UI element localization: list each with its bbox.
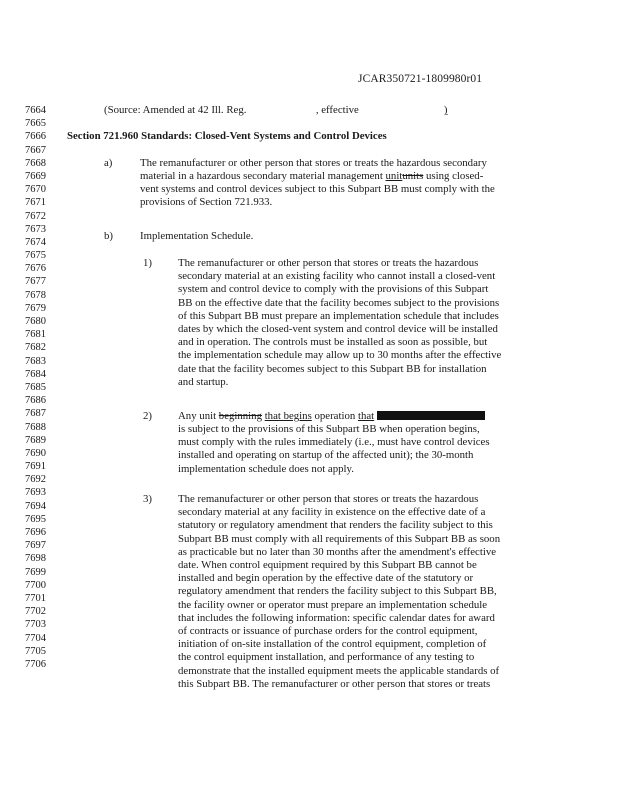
- line-number: 7702: [25, 606, 46, 618]
- line-number: 7676: [25, 263, 46, 275]
- line-number: 7667: [25, 144, 46, 156]
- para-b3-line: The remanufacturer or other person that stores or treats the hazardous: [178, 493, 479, 505]
- line-number: 7682: [25, 342, 46, 354]
- line-number: 7670: [25, 184, 46, 196]
- line-number: 7672: [25, 210, 46, 222]
- line-number: 7689: [25, 434, 46, 446]
- para-b1-line: and in operation. The controls must be installed as soon as possible, but: [178, 336, 488, 349]
- line-number: 7706: [25, 658, 46, 670]
- para-b1-label: 1): [143, 257, 152, 269]
- para-b2-label: 2): [143, 410, 152, 422]
- para-b1-line: BB on the effective date that the facility becomes subject to the provisions: [178, 296, 500, 309]
- para-b3-line: this Subpart BB. The remanufacturer or other person that stores or treats: [178, 677, 491, 690]
- inserted-text: unit: [385, 170, 403, 182]
- line-number: 7666: [25, 131, 46, 143]
- para-b3-line: the control equipment installation, and performance of any testing to: [178, 651, 475, 664]
- line-number: 7691: [25, 461, 46, 473]
- para-a-line: provisions of Section 721.933.: [140, 196, 273, 208]
- para-b3-line: installed and begin operation by the effective date of the statutory or: [178, 572, 474, 585]
- line-number: 7671: [25, 197, 46, 209]
- para-b3-line: that includes the following information: specific calendar dates for award: [178, 611, 495, 624]
- para-a-line: The remanufacturer or other person that stores or treats the hazardous secondary: [140, 157, 487, 169]
- line-number: 7675: [25, 250, 46, 262]
- line-number: 7685: [25, 381, 46, 393]
- redaction-mark: [377, 411, 485, 420]
- line-number: 7677: [25, 276, 46, 288]
- line-number: 7700: [25, 579, 46, 591]
- para-b3-line: as practicable but no later than 30 months after the amendment's effective: [178, 545, 497, 558]
- para-b2-line: implementation schedule does not apply.: [178, 462, 354, 475]
- line-number: 7693: [25, 487, 46, 499]
- para-b3-line: statutory or regulatory amendment that renders the facility subject to this: [178, 519, 493, 532]
- line-number: 7664: [25, 105, 46, 116]
- line-number: 7687: [25, 408, 46, 420]
- para-b3-line: regulatory amendment that renders the facility subject to this Subpart BB,: [178, 585, 497, 598]
- para-b2-text: operation: [314, 410, 356, 422]
- line-number: 7696: [25, 527, 46, 538]
- para-a-line: [140, 170, 483, 183]
- line-number: 7695: [25, 513, 46, 525]
- line-number: 7673: [25, 223, 46, 235]
- para-a-line: vent systems and control devices subject to this Subpart BB must comply with the: [140, 183, 495, 195]
- line-number: 7690: [25, 447, 46, 459]
- line-number: 7697: [25, 540, 46, 552]
- para-b-title: Implementation Schedule.: [140, 230, 254, 242]
- para-b3-line: Subpart BB must comply with all requirements of this Subpart BB as soon: [178, 532, 501, 545]
- para-b3-line: the facility owner or operator must prepare an implementation schedule: [178, 598, 488, 611]
- line-number: 7684: [25, 368, 46, 380]
- para-b2-text: Any unit: [178, 410, 217, 422]
- section-heading: Section 721.960 Standards: Closed-Vent Systems and Control Devices: [67, 130, 387, 142]
- para-a-text: using closed-: [426, 170, 484, 182]
- source-prefix: (Source: Amended at 42 Ill. Reg.: [104, 104, 247, 116]
- para-a-text: material in a hazardous secondary material management: [140, 170, 383, 182]
- line-number: 7704: [25, 632, 46, 644]
- para-b3-label: 3): [143, 493, 152, 505]
- source-note: [104, 104, 448, 117]
- para-b1-line: and startup.: [178, 375, 229, 388]
- line-number: 7694: [25, 500, 46, 512]
- line-number: 7692: [25, 474, 46, 486]
- line-number: 7674: [25, 236, 46, 248]
- para-b1-line: dates by which the closed-vent system and control device will be installed: [178, 323, 498, 335]
- line-number: 7668: [25, 157, 46, 169]
- source-close: ): [443, 104, 448, 116]
- para-b1-line: the implementation schedule may allow up to 30 months after the effective: [178, 349, 502, 362]
- para-b3-line: demonstrate that the installed equipment meets the applicable standards of: [178, 664, 500, 677]
- para-b1-line: system and control device to comply with the provisions of this Subpart: [178, 283, 489, 296]
- deleted-text: units: [402, 170, 424, 182]
- line-number: 7699: [25, 566, 46, 578]
- para-b2-line: [178, 410, 485, 423]
- inserted-text: that begins: [264, 410, 312, 422]
- source-effective: , effective: [315, 104, 359, 116]
- line-number: 7679: [25, 302, 46, 314]
- para-b2-line: must comply with the rules immediately (i.e., must have control devices: [178, 436, 490, 449]
- para-b1-line: of this Subpart BB must prepare an implementation schedule that includes: [178, 309, 499, 322]
- deleted-text: beginning: [218, 410, 262, 422]
- line-number: 7701: [25, 592, 46, 604]
- para-b3-line: initiation of on-site installation of the control equipment, completion of: [178, 638, 487, 651]
- inserted-text: that: [357, 410, 375, 422]
- para-b3-line: date. When control equipment required by this Subpart BB cannot be: [178, 559, 477, 571]
- line-number: 7686: [25, 395, 46, 407]
- para-b1-line: date that the facility becomes subject to this Subpart BB for installation: [178, 362, 487, 375]
- line-number: 7705: [25, 645, 46, 657]
- line-number: 7681: [25, 329, 46, 341]
- para-a-label: a): [104, 157, 113, 169]
- line-number-column: [25, 104, 57, 671]
- para-b2-line: is subject to the provisions of this Subpart BB when operation begins,: [178, 423, 480, 435]
- document-id: JCAR350721-1809980r01: [358, 73, 483, 85]
- line-number: 7680: [25, 316, 46, 327]
- line-number: 7688: [25, 421, 46, 433]
- line-number: 7665: [25, 118, 46, 130]
- para-b3-line: of contracts or issuance of purchase orders for the control equipment,: [178, 625, 478, 637]
- line-number: 7678: [25, 289, 46, 301]
- para-b-label: b): [104, 230, 113, 242]
- line-number: 7683: [25, 355, 46, 367]
- line-number: 7669: [25, 170, 46, 182]
- para-b3-line: secondary material at any facility in existence on the effective date of a: [178, 506, 486, 519]
- para-b1-line: The remanufacturer or other person that stores or treats the hazardous: [178, 257, 479, 269]
- line-number: 7698: [25, 553, 46, 565]
- para-b1-line: secondary material at an existing facility who cannot install a closed-vent: [178, 270, 496, 283]
- line-number: 7703: [25, 619, 46, 631]
- para-b2-line: installed and operating on startup of the affected unit); the 30-month: [178, 449, 474, 462]
